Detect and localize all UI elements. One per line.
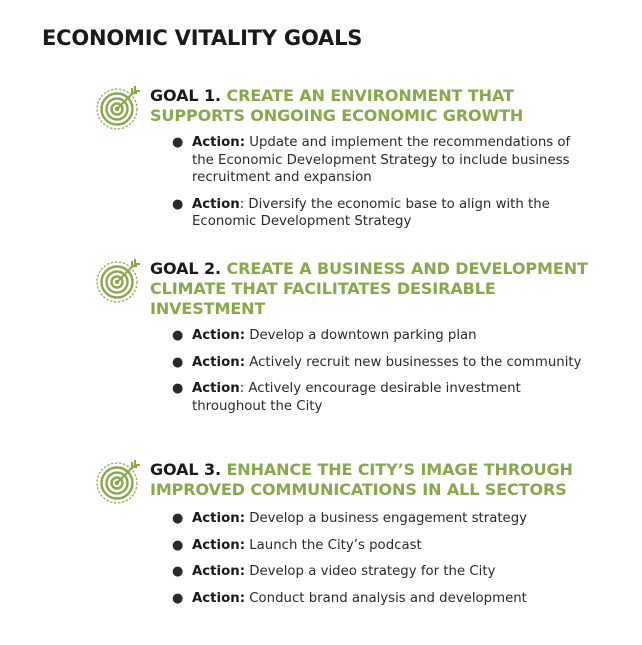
goal-heading: [150, 259, 590, 319]
bullet-icon: ●: [172, 196, 184, 212]
bullet-icon: ●: [172, 328, 184, 343]
bullet-icon: ●: [172, 537, 184, 553]
action-text: Update and implement the recommendations of the Economic Development Strategy to include business recruitment and expansion: [192, 135, 571, 185]
action-label: Action:: [192, 354, 246, 370]
list-item: [172, 327, 592, 345]
action-list: [172, 134, 592, 231]
goal-title: CREATE A BUSINESS AND DEVELOPMENT CLIMATE THAT FACILITATES DESIRABLE INVESTMENT: [150, 259, 588, 318]
action-label: Action:: [192, 564, 246, 579]
action-text: Develop a downtown parking plan: [249, 328, 477, 343]
action-text: Launch the City’s podcast: [249, 537, 422, 553]
action-text: Actively recruit new businesses to the community: [249, 354, 582, 370]
goal-number: GOAL 1.: [150, 86, 221, 105]
list-item: [172, 563, 592, 581]
action-label: Action:: [192, 590, 246, 606]
bullet-icon: ●: [172, 590, 184, 606]
action-text: Conduct brand analysis and development: [249, 590, 527, 606]
action-text: : Actively encourage desirable investment throughout the City: [192, 381, 521, 414]
target-icon: [96, 458, 142, 504]
action-list: [172, 510, 592, 607]
goal-heading: [150, 86, 590, 126]
target-icon: [96, 84, 142, 130]
bullet-icon: ●: [172, 511, 184, 526]
page-title: ECONOMIC VITALITY GOALS: [42, 26, 363, 50]
bullet-icon: ●: [172, 381, 184, 396]
goal-title: ENHANCE THE CITY’S IMAGE THROUGH IMPROVED COMMUNICATIONS IN ALL SECTORS: [150, 460, 573, 499]
list-item: [172, 134, 592, 187]
goal-heading: [150, 460, 590, 500]
list-item: [172, 510, 592, 528]
list-item: [172, 380, 592, 415]
bullet-icon: ●: [172, 354, 184, 370]
list-item: [172, 537, 592, 555]
action-label: Action:: [192, 135, 246, 150]
action-text: Develop a business engagement strategy: [249, 511, 528, 526]
goal-number: GOAL 3.: [150, 460, 221, 479]
action-label: Action:: [192, 511, 246, 526]
action-label: Action: [192, 196, 240, 212]
list-item: [172, 196, 592, 231]
list-item: [172, 590, 592, 608]
target-icon: [96, 257, 142, 303]
goal-title: CREATE AN ENVIRONMENT THAT SUPPORTS ONGOING ECONOMIC GROWTH: [150, 86, 524, 125]
list-item: [172, 354, 592, 372]
goal-number: GOAL 2.: [150, 259, 221, 278]
action-label: Action:: [192, 328, 246, 343]
action-text: : Diversify the economic base to align with the Economic Development Strategy: [192, 196, 550, 229]
action-label: Action:: [192, 537, 246, 553]
action-label: Action: [192, 381, 240, 396]
bullet-icon: ●: [172, 135, 184, 150]
action-text: Develop a video strategy for the City: [249, 564, 496, 579]
action-list: [172, 327, 592, 415]
bullet-icon: ●: [172, 564, 184, 579]
